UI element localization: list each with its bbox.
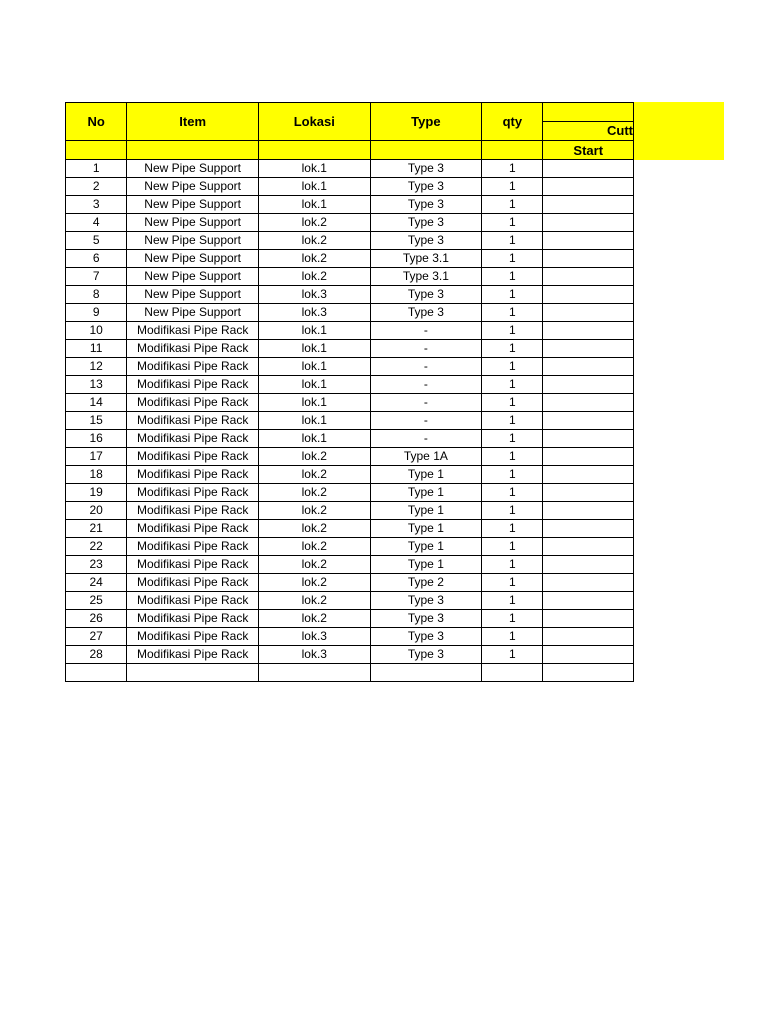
cell-no[interactable]: 13 — [66, 376, 127, 394]
cell-type[interactable]: - — [370, 412, 482, 430]
cell-type[interactable]: Type 3 — [370, 286, 482, 304]
cell-lokasi[interactable]: lok.1 — [259, 196, 371, 214]
table-row — [66, 574, 634, 592]
cell-qty[interactable]: 1 — [482, 466, 543, 484]
cell-start[interactable] — [543, 232, 634, 250]
cell-item[interactable]: Modifikasi Pipe Rack — [127, 574, 259, 592]
cell-no[interactable]: 23 — [66, 556, 127, 574]
cell-item[interactable]: Modifikasi Pipe Rack — [127, 448, 259, 466]
cell-lokasi[interactable]: lok.3 — [259, 304, 371, 322]
header-row — [66, 103, 634, 141]
cell-item[interactable]: Modifikasi Pipe Rack — [127, 484, 259, 502]
cell-lokasi[interactable]: lok.2 — [259, 232, 371, 250]
cell-no[interactable]: 26 — [66, 610, 127, 628]
cell-item[interactable]: Modifikasi Pipe Rack — [127, 646, 259, 664]
cell-no[interactable]: 2 — [66, 178, 127, 196]
table-row — [66, 394, 634, 412]
cell-start[interactable] — [543, 520, 634, 538]
cell-type[interactable]: Type 1 — [370, 466, 482, 484]
cell-item[interactable]: New Pipe Support — [127, 196, 259, 214]
table-row — [66, 250, 634, 268]
cell-lokasi[interactable]: lok.2 — [259, 484, 371, 502]
cell-item[interactable]: Modifikasi Pipe Rack — [127, 466, 259, 484]
cell-item[interactable]: New Pipe Support — [127, 160, 259, 178]
cell-item[interactable]: New Pipe Support — [127, 250, 259, 268]
cell-type[interactable]: Type 1 — [370, 556, 482, 574]
cell-start[interactable] — [543, 160, 634, 178]
cell-item[interactable]: Modifikasi Pipe Rack — [127, 628, 259, 646]
cell-type[interactable]: Type 1 — [370, 484, 482, 502]
cell-qty[interactable]: 1 — [482, 610, 543, 628]
cell-start[interactable] — [543, 574, 634, 592]
cell-item[interactable]: Modifikasi Pipe Rack — [127, 340, 259, 358]
subheader-item-blank[interactable] — [127, 141, 259, 160]
cell-lokasi[interactable]: lok.1 — [259, 358, 371, 376]
cell-qty[interactable]: 1 — [482, 520, 543, 538]
cell-qty[interactable]: 1 — [482, 538, 543, 556]
empty-cell[interactable] — [370, 664, 482, 682]
cell-start[interactable] — [543, 430, 634, 448]
cell-lokasi[interactable]: lok.1 — [259, 394, 371, 412]
cell-qty[interactable]: 1 — [482, 340, 543, 358]
cell-no[interactable]: 5 — [66, 232, 127, 250]
cell-no[interactable]: 8 — [66, 286, 127, 304]
cell-type[interactable]: Type 1 — [370, 502, 482, 520]
table-row — [66, 322, 634, 340]
cell-no[interactable]: 19 — [66, 484, 127, 502]
cell-qty[interactable]: 1 — [482, 574, 543, 592]
cell-item[interactable]: Modifikasi Pipe Rack — [127, 376, 259, 394]
cell-qty[interactable]: 1 — [482, 214, 543, 232]
cell-lokasi[interactable]: lok.1 — [259, 430, 371, 448]
cell-no[interactable]: 10 — [66, 322, 127, 340]
cell-qty[interactable]: 1 — [482, 160, 543, 178]
cell-no[interactable]: 6 — [66, 250, 127, 268]
cell-qty[interactable]: 1 — [482, 376, 543, 394]
cell-type[interactable]: - — [370, 322, 482, 340]
cell-start[interactable] — [543, 376, 634, 394]
subheader-qty-blank[interactable] — [482, 141, 543, 160]
table-row — [66, 430, 634, 448]
table-row — [66, 160, 634, 178]
empty-cell[interactable] — [66, 664, 127, 682]
empty-row — [66, 664, 634, 682]
cell-qty[interactable]: 1 — [482, 646, 543, 664]
cell-type[interactable]: Type 3 — [370, 196, 482, 214]
cell-qty[interactable]: 1 — [482, 358, 543, 376]
spreadsheet — [65, 102, 634, 682]
cell-qty[interactable]: 1 — [482, 430, 543, 448]
cell-start[interactable] — [543, 466, 634, 484]
table-row — [66, 520, 634, 538]
cell-no[interactable]: 20 — [66, 502, 127, 520]
pipe-support-table — [65, 102, 634, 682]
table-row — [66, 628, 634, 646]
cell-no[interactable]: 17 — [66, 448, 127, 466]
header-no[interactable]: No — [66, 103, 127, 141]
cell-qty[interactable]: 1 — [482, 484, 543, 502]
cell-start[interactable] — [543, 214, 634, 232]
table-row — [66, 646, 634, 664]
header-type[interactable]: Type — [370, 103, 482, 141]
header-item[interactable]: Item — [127, 103, 259, 141]
cell-lokasi[interactable]: lok.1 — [259, 412, 371, 430]
cell-lokasi[interactable]: lok.2 — [259, 466, 371, 484]
cell-item[interactable]: Modifikasi Pipe Rack — [127, 610, 259, 628]
cell-type[interactable]: Type 2 — [370, 574, 482, 592]
cell-lokasi[interactable]: lok.2 — [259, 250, 371, 268]
cell-no[interactable]: 12 — [66, 358, 127, 376]
cell-item[interactable]: New Pipe Support — [127, 214, 259, 232]
cell-qty[interactable]: 1 — [482, 556, 543, 574]
header-subrow — [66, 141, 634, 160]
table-row — [66, 502, 634, 520]
cell-start[interactable] — [543, 196, 634, 214]
cell-qty[interactable]: 1 — [482, 286, 543, 304]
cell-lokasi[interactable]: lok.2 — [259, 556, 371, 574]
cell-lokasi[interactable]: lok.2 — [259, 502, 371, 520]
table-row — [66, 268, 634, 286]
cell-qty[interactable]: 1 — [482, 322, 543, 340]
cell-start[interactable] — [543, 556, 634, 574]
cell-lokasi[interactable]: lok.3 — [259, 286, 371, 304]
cell-type[interactable]: Type 3 — [370, 304, 482, 322]
cell-qty[interactable]: 1 — [482, 412, 543, 430]
cell-qty[interactable]: 1 — [482, 178, 543, 196]
cell-qty[interactable]: 1 — [482, 628, 543, 646]
table-row — [66, 358, 634, 376]
cell-type[interactable]: - — [370, 394, 482, 412]
cell-qty[interactable]: 1 — [482, 196, 543, 214]
cell-type[interactable]: Type 3.1 — [370, 268, 482, 286]
cell-start[interactable] — [543, 268, 634, 286]
cell-no[interactable]: 7 — [66, 268, 127, 286]
header-cutting-label: Cutt — [607, 123, 633, 138]
table-row — [66, 448, 634, 466]
cell-no[interactable]: 14 — [66, 394, 127, 412]
subheader-type-blank[interactable] — [370, 141, 482, 160]
cell-type[interactable]: Type 1 — [370, 520, 482, 538]
table-body — [66, 160, 634, 682]
table-row — [66, 214, 634, 232]
cell-item[interactable]: Modifikasi Pipe Rack — [127, 556, 259, 574]
table-row — [66, 592, 634, 610]
cell-start[interactable] — [543, 592, 634, 610]
cell-item[interactable]: Modifikasi Pipe Rack — [127, 430, 259, 448]
empty-cell[interactable] — [259, 664, 371, 682]
cell-start[interactable] — [543, 646, 634, 664]
table-row — [66, 232, 634, 250]
empty-cell[interactable] — [127, 664, 259, 682]
cell-qty[interactable]: 1 — [482, 448, 543, 466]
cell-no[interactable]: 11 — [66, 340, 127, 358]
cell-start[interactable] — [543, 250, 634, 268]
cell-qty[interactable]: 1 — [482, 394, 543, 412]
cell-no[interactable]: 24 — [66, 574, 127, 592]
table-row — [66, 304, 634, 322]
cell-start[interactable] — [543, 610, 634, 628]
table-row — [66, 484, 634, 502]
cell-start[interactable] — [543, 340, 634, 358]
cell-no[interactable]: 4 — [66, 214, 127, 232]
header-start[interactable]: Start — [543, 141, 634, 160]
cell-start[interactable] — [543, 286, 634, 304]
cell-no[interactable]: 18 — [66, 466, 127, 484]
cell-type[interactable]: - — [370, 376, 482, 394]
cell-type[interactable]: Type 1A — [370, 448, 482, 466]
cell-lokasi[interactable]: lok.1 — [259, 376, 371, 394]
cell-qty[interactable]: 1 — [482, 592, 543, 610]
cell-start[interactable] — [543, 448, 634, 466]
cell-lokasi[interactable]: lok.2 — [259, 520, 371, 538]
cell-start[interactable] — [543, 628, 634, 646]
cell-start[interactable] — [543, 412, 634, 430]
header-fill-overflow — [634, 102, 724, 160]
cell-item[interactable]: New Pipe Support — [127, 232, 259, 250]
header-qty[interactable]: qty — [482, 103, 543, 141]
cell-lokasi[interactable]: lok.1 — [259, 160, 371, 178]
table-row — [66, 376, 634, 394]
cell-type[interactable]: Type 3 — [370, 646, 482, 664]
cell-start[interactable] — [543, 178, 634, 196]
cell-lokasi[interactable]: lok.2 — [259, 610, 371, 628]
cell-type[interactable]: - — [370, 340, 482, 358]
cell-qty[interactable]: 1 — [482, 250, 543, 268]
cell-item[interactable]: Modifikasi Pipe Rack — [127, 412, 259, 430]
subheader-no-blank[interactable] — [66, 141, 127, 160]
empty-cell[interactable] — [543, 664, 634, 682]
cell-item[interactable]: Modifikasi Pipe Rack — [127, 592, 259, 610]
table-row — [66, 178, 634, 196]
cell-lokasi[interactable]: lok.1 — [259, 340, 371, 358]
cell-lokasi[interactable]: lok.1 — [259, 322, 371, 340]
cell-type[interactable]: - — [370, 358, 482, 376]
subheader-lokasi-blank[interactable] — [259, 141, 371, 160]
cell-type[interactable]: Type 3 — [370, 160, 482, 178]
cell-start[interactable] — [543, 304, 634, 322]
cell-item[interactable]: New Pipe Support — [127, 304, 259, 322]
cell-type[interactable]: - — [370, 430, 482, 448]
cell-item[interactable]: Modifikasi Pipe Rack — [127, 358, 259, 376]
cell-start[interactable] — [543, 394, 634, 412]
cell-start[interactable] — [543, 538, 634, 556]
cell-item[interactable]: Modifikasi Pipe Rack — [127, 520, 259, 538]
cell-type[interactable]: Type 1 — [370, 538, 482, 556]
cell-no[interactable]: 22 — [66, 538, 127, 556]
cell-type[interactable]: Type 3.1 — [370, 250, 482, 268]
cell-item[interactable]: Modifikasi Pipe Rack — [127, 538, 259, 556]
cell-item[interactable]: Modifikasi Pipe Rack — [127, 394, 259, 412]
cell-lokasi[interactable]: lok.2 — [259, 268, 371, 286]
cell-no[interactable]: 25 — [66, 592, 127, 610]
cell-lokasi[interactable]: lok.3 — [259, 628, 371, 646]
cell-no[interactable]: 28 — [66, 646, 127, 664]
cell-no[interactable]: 1 — [66, 160, 127, 178]
cell-type[interactable]: Type 3 — [370, 232, 482, 250]
cell-lokasi[interactable]: lok.3 — [259, 646, 371, 664]
cell-item[interactable]: Modifikasi Pipe Rack — [127, 322, 259, 340]
cell-lokasi[interactable]: lok.2 — [259, 574, 371, 592]
cell-qty[interactable]: 1 — [482, 502, 543, 520]
cell-no[interactable]: 15 — [66, 412, 127, 430]
table-row — [66, 556, 634, 574]
cell-lokasi[interactable]: lok.2 — [259, 448, 371, 466]
cell-qty[interactable]: 1 — [482, 304, 543, 322]
cell-no[interactable]: 16 — [66, 430, 127, 448]
cell-qty[interactable]: 1 — [482, 268, 543, 286]
cell-type[interactable]: Type 3 — [370, 610, 482, 628]
cell-lokasi[interactable]: lok.2 — [259, 214, 371, 232]
cell-no[interactable]: 3 — [66, 196, 127, 214]
cell-lokasi[interactable]: lok.1 — [259, 178, 371, 196]
cell-no[interactable]: 27 — [66, 628, 127, 646]
cell-type[interactable]: Type 3 — [370, 628, 482, 646]
cell-lokasi[interactable]: lok.2 — [259, 538, 371, 556]
table-row — [66, 412, 634, 430]
cell-start[interactable] — [543, 502, 634, 520]
table-row — [66, 610, 634, 628]
table-row — [66, 466, 634, 484]
cell-start[interactable] — [543, 358, 634, 376]
cell-lokasi[interactable]: lok.2 — [259, 592, 371, 610]
empty-cell[interactable] — [482, 664, 543, 682]
table-row — [66, 538, 634, 556]
header-cutting[interactable] — [543, 103, 634, 141]
cell-type[interactable]: Type 3 — [370, 214, 482, 232]
cell-no[interactable]: 9 — [66, 304, 127, 322]
cell-no[interactable]: 21 — [66, 520, 127, 538]
cell-type[interactable]: Type 3 — [370, 592, 482, 610]
cell-qty[interactable]: 1 — [482, 232, 543, 250]
cell-item[interactable]: Modifikasi Pipe Rack — [127, 502, 259, 520]
cell-item[interactable]: New Pipe Support — [127, 286, 259, 304]
cell-item[interactable]: New Pipe Support — [127, 178, 259, 196]
cell-item[interactable]: New Pipe Support — [127, 268, 259, 286]
table-row — [66, 286, 634, 304]
table-row — [66, 196, 634, 214]
cell-start[interactable] — [543, 484, 634, 502]
cell-type[interactable]: Type 3 — [370, 178, 482, 196]
table-row — [66, 340, 634, 358]
header-lokasi[interactable]: Lokasi — [259, 103, 371, 141]
cell-start[interactable] — [543, 322, 634, 340]
